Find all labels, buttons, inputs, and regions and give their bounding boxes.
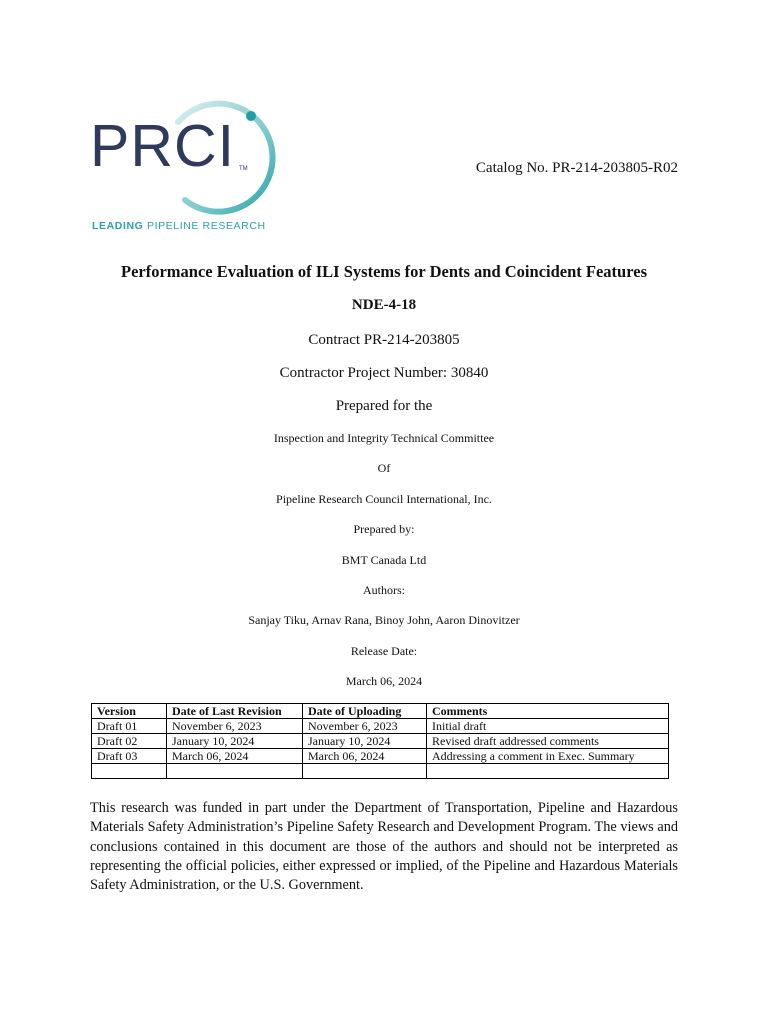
table-row: [92, 734, 669, 749]
cell-comments: Addressing a comment in Exec. Summary: [427, 749, 669, 764]
tagline-bold: LEADING: [92, 220, 144, 232]
contractor-project-number: Contractor Project Number: 30840: [279, 365, 489, 381]
cell-version: Draft 01: [92, 719, 167, 734]
release-date-label: Release Date:: [350, 644, 418, 658]
cell-version: Draft 02: [92, 734, 167, 749]
tagline-rest: PIPELINE RESEARCH: [143, 220, 266, 232]
authors-list: Sanjay Tiku, Arnav Rana, Binoy John, Aaron Dinovitzer: [248, 613, 520, 627]
release-date: March 06, 2024: [345, 674, 423, 688]
cell-comments: Revised draft addressed comments: [427, 734, 669, 749]
of-label: Of: [377, 461, 391, 475]
table-row: [92, 719, 669, 734]
cell-date-last-revision: March 06, 2024: [167, 749, 303, 764]
authors-label: Authors:: [363, 583, 405, 597]
revision-table: [91, 703, 669, 779]
cell-date-last-revision: January 10, 2024: [167, 734, 303, 749]
table-row-empty: [92, 764, 669, 779]
cell-date-last-revision: November 6, 2023: [167, 719, 303, 734]
contract-number: Contract PR-214-203805: [308, 332, 460, 348]
committee-name: Inspection and Integrity Technical Committee: [273, 431, 495, 445]
cell-version: [92, 764, 167, 779]
prepared-for-label: Prepared for the: [335, 398, 433, 414]
table-row: [92, 749, 669, 764]
table-header-row: [92, 704, 669, 719]
header-date-uploading: Date of Uploading: [303, 704, 427, 719]
funding-disclaimer: This research was funded in part under the Department of Transportation, Pipeline and Hazardous Materials Safety Administration’s Pipeline Safety Research and Development Program. The views and conclusions contained in this document are those of the authors and should not be interpreted as representing the official policies, either expressed or implied, of the Pipeline and Hazardous Materials Safety Administration, or the U.S. Government.: [90, 800, 678, 894]
logo-wordmark: PRCI: [90, 113, 235, 179]
logo-tagline: [92, 220, 266, 232]
cell-date-uploading: [303, 764, 427, 779]
cell-date-uploading: January 10, 2024: [303, 734, 427, 749]
organization-name: Pipeline Research Council International, Inc.: [276, 492, 492, 506]
document-title: Performance Evaluation of ILI Systems for Dents and Coincident Features: [121, 262, 647, 281]
trademark-mark: TM: [239, 166, 248, 172]
cell-date-uploading: March 06, 2024: [303, 749, 427, 764]
prepared-by-label: Prepared by:: [353, 522, 415, 536]
cell-date-last-revision: [167, 764, 303, 779]
cell-version: Draft 03: [92, 749, 167, 764]
cell-comments: Initial draft: [427, 719, 669, 734]
header-comments: Comments: [427, 704, 669, 719]
header-date-last-revision: Date of Last Revision: [167, 704, 303, 719]
cell-date-uploading: November 6, 2023: [303, 719, 427, 734]
header-version: Version: [92, 704, 167, 719]
preparer-name: BMT Canada Ltd: [341, 553, 427, 567]
document-code: NDE-4-18: [351, 297, 417, 313]
cell-comments: [427, 764, 669, 779]
catalog-number: Catalog No. PR-214-203805-R02: [475, 160, 678, 176]
